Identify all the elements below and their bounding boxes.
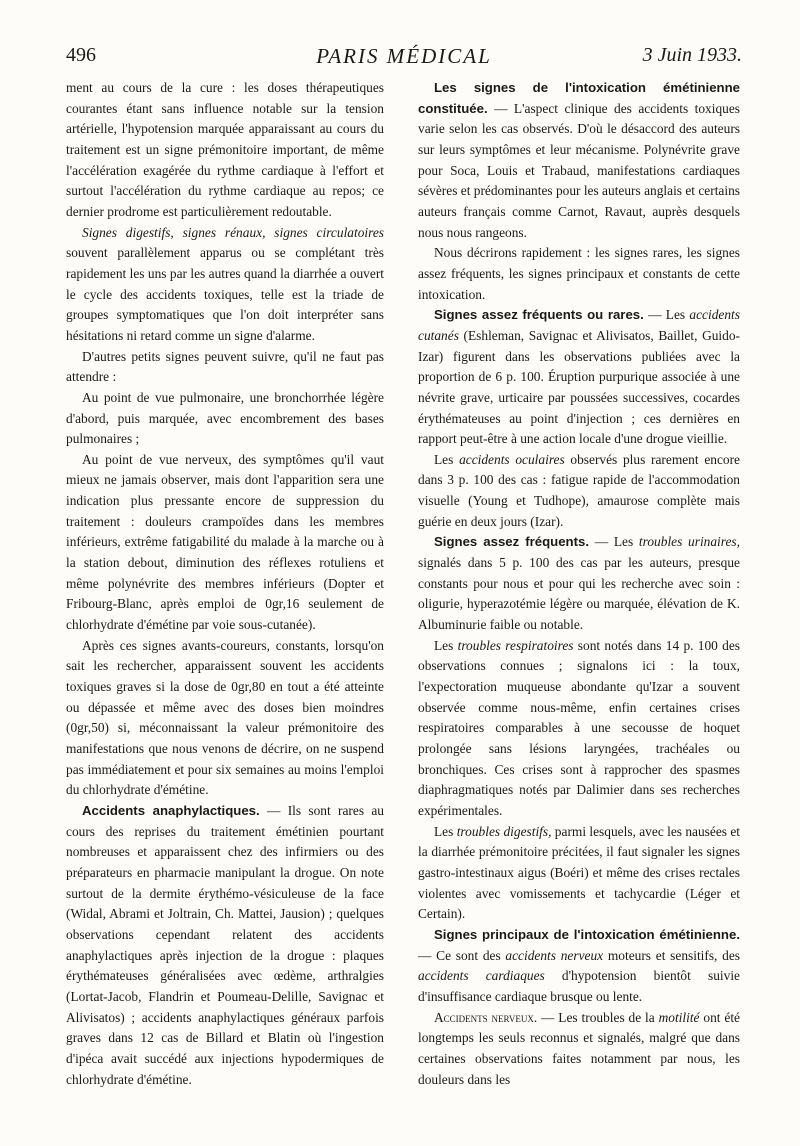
paragraph-text: Les xyxy=(434,637,458,653)
paragraph-text: Les xyxy=(434,451,460,467)
paragraph xyxy=(418,636,740,822)
left-column xyxy=(66,78,384,1090)
paragraph-text: Les xyxy=(434,823,457,839)
paragraph xyxy=(418,1008,740,1091)
section-heading: Signes assez fréquents. xyxy=(434,534,590,550)
section-heading: Signes assez fréquents ou rares. xyxy=(434,307,644,323)
paragraph xyxy=(66,801,384,1090)
paragraph: Après ces signes avants-coureurs, constants, lorsqu'on sait les rechercher, apparaissent souvent les accidents toxiques graves si la dose de 0gr,80 en tout a été atteinte ou dépassée et même avec des doses bien moindres (0gr,50) si, méconnaissant la valeur prémonitoire des manifestations que nous venons de décrire, on ne suspend pas immédiatement et pour six semaines au moins l'emploi du chlorhydrate d'émétine. xyxy=(66,637,384,798)
paragraph xyxy=(418,450,740,533)
paragraph-text: d'hypotension bientôt suivie d'insuffisance cardiaque brusque ou lente. xyxy=(418,968,740,1004)
page-number: 496 xyxy=(66,44,96,66)
paragraph xyxy=(66,223,384,347)
subsection-label: Accidents nerveux. xyxy=(434,1009,538,1025)
italic-phrase: accidents nerveux xyxy=(505,947,604,963)
italic-phrase: troubles urinaires, xyxy=(638,534,740,550)
italic-phrase: accidents cardiaques xyxy=(418,968,545,984)
paragraph-text: moteurs et sensitifs, des xyxy=(603,947,740,963)
issue-date: 3 Juin 1933. xyxy=(642,44,742,66)
paragraph-text: parmi lesquels, avec les nausées et la diarrhée prémonitoire précitées, il faut signaler les signes gastro-intestinaux aigus (Boéri) et même des crises rectales violentes avec vomissements et tachycardie (Léger et Certain). xyxy=(418,823,741,922)
paragraph xyxy=(418,532,740,635)
paragraph-text: sont notés dans 14 p. 100 des observations connues ; signalons ici : la toux, l'expectoration muqueuse abondante qu'Izar a souvent observée comme nous-même, enfin certaines crises respiratoires comparables à une secousse de hoquet prolongée sans lésions laryngées, trachéales ou bronchiques. Ces crises sont à rapprocher des spasmes diaphragmatiques notés par Dalimier dans ses recherches expérimentales. xyxy=(418,637,740,818)
section-heading: Les signes de l'intoxication émétinienne constituée. xyxy=(418,80,740,116)
italic-phrase: troubles digestifs, xyxy=(456,823,552,839)
journal-title: PARIS MÉDICAL xyxy=(316,44,492,68)
paragraph-text: — Les xyxy=(643,307,690,323)
paragraph-text: — L'aspect clinique des accidents toxiques varie selon les cas observés. D'où le désaccord des auteurs sur leurs symptômes et leur mécanisme. Polynévrite grave pour Soca, Louis et Trabaud, manifestations cardiaques sévères et prédominantes pour les auteurs anglais et certains auteurs français comme Carnot, Ravaut, auprès desquels nous nous rangeons. xyxy=(418,100,741,240)
paragraph-text: (Eshleman, Savignac et Alivisatos, Baillet, Guido-Izar) figurent dans les observations publiées avec la proportion de 6 p. 100. Éruption purpurique associée à une névrite grave, urticaire par poussées successives, cocardes érythémateuses au point d'injection ; ces dernières en rapport peut-être à une action locale d'une drogue vieillie. xyxy=(418,327,740,447)
section-heading: Accidents anaphylactiques. xyxy=(82,802,260,818)
italic-phrase: Signes digestifs, signes rénaux, signes circulatoires xyxy=(82,224,384,240)
page-header xyxy=(66,44,742,72)
paragraph: Au point de vue nerveux, des symptômes qu'il vaut mieux ne jamais observer, mais dont l'apparition sera une indication plus pressante encore de suppression du traitement : douleurs crampoïdes dans les membres inférieurs, extrême fatigabilité du malade à la marche ou à la station debout, diminution des réflexes rotuliens et même polynévrite des membres inférieurs (Dopter et Fribourg-Blanc, après emploi de 0gr,16 seulement de chlorhydrate d'émétine par voie sous-cutanée). xyxy=(66,451,384,633)
paragraph: Au point de vue pulmonaire, une bronchorrhée légère d'abord, puis marquée, avec encombrement des bases pulmonaires ; xyxy=(66,389,384,447)
italic-phrase: troubles respiratoires xyxy=(457,637,574,653)
paragraph xyxy=(418,822,740,925)
italic-phrase: motilité xyxy=(658,1009,700,1025)
right-column xyxy=(418,78,740,1090)
paragraph xyxy=(418,925,740,1008)
paragraph-text: signalés dans 5 p. 100 des cas par les auteurs, presque constants pour nous et pour qui les recherche avec soin : oligurie, hyperazotémie légère ou marquée, élévation de K. Albuminurie faible ou notable. xyxy=(418,555,740,633)
paragraph xyxy=(418,78,740,243)
paragraph xyxy=(418,305,740,450)
paragraph-text: — Ce sont des xyxy=(418,947,506,963)
paragraph-text: souvent parallèlement apparus ou se complétant très rapidement les uns par les autres quand la diarrhée a ouvert le cycle des accidents toxiques, telle est la triade de groupes symptomatiques que l'on doit interpréter sans hésitations ni retard comme un signe d'alarme. xyxy=(66,245,384,343)
italic-phrase: accidents cutanés xyxy=(418,307,740,343)
paragraph-text: ont été longtemps les seuls reconnus et signalés, malgré que dans certaines observations faites notamment par nous, les douleurs dans les xyxy=(418,1009,740,1087)
paragraph-text: — Les troubles de la xyxy=(537,1009,659,1025)
paragraph: ment au cours de la cure : les doses thérapeutiques courantes étant sans influence notable sur la tension artérielle, l'hypotension marquée apparaissant au cours du traitement est un signe prémonitoire important, de même l'accélération exagérée du rythme cardiaque à l'effort et surtout l'accélération du rythme cardiaque au repos; ce dernier prodrome est particulièrement redoutable. xyxy=(66,80,384,219)
paragraph: D'autres petits signes peuvent suivre, qu'il ne faut pas attendre : xyxy=(66,348,384,385)
paragraph: Nous décrirons rapidement : les signes rares, les signes assez fréquents, les signes principaux et constants de cette intoxication. xyxy=(418,245,740,302)
paragraph-text: observés plus rarement encore dans 3 p. 100 des cas : fatigue rapide de l'accommodation visuelle (Young et Tudhope), amaurose complète mais guérie en deux jours (Izar). xyxy=(418,451,740,529)
paragraph-text: — Ils sont rares au cours des reprises du traitement émétinien pourtant nombreuses et apparaissent chez des infirmiers ou des préparateurs en pharmacie manipulant la drogue. On note surtout de la dermite érythémo-vésiculeuse de la face (Widal, Abrami et Joltrain, Ch. Mattei, Jausion) ; quelques observations cependant relatent des accidents anaphylactiques après injection de la drogue : plaques érythémateuses généralisées avec œdème, arthralgies (Lortat-Jacob, Flandrin et Poumeau-Delille, Savignac et Alivisatos) ; accidents anaphylactiques généraux parfois graves dans 12 cas de Billard et Blatin où l'ingestion d'ipéca avait succédé aux injections hypodermiques de chlorhydrate d'émétine. xyxy=(66,802,384,1087)
section-heading: Signes principaux de l'intoxication émétinienne. xyxy=(434,926,740,942)
paragraph-text: — Les xyxy=(589,534,639,550)
italic-phrase: accidents oculaires xyxy=(459,451,565,467)
